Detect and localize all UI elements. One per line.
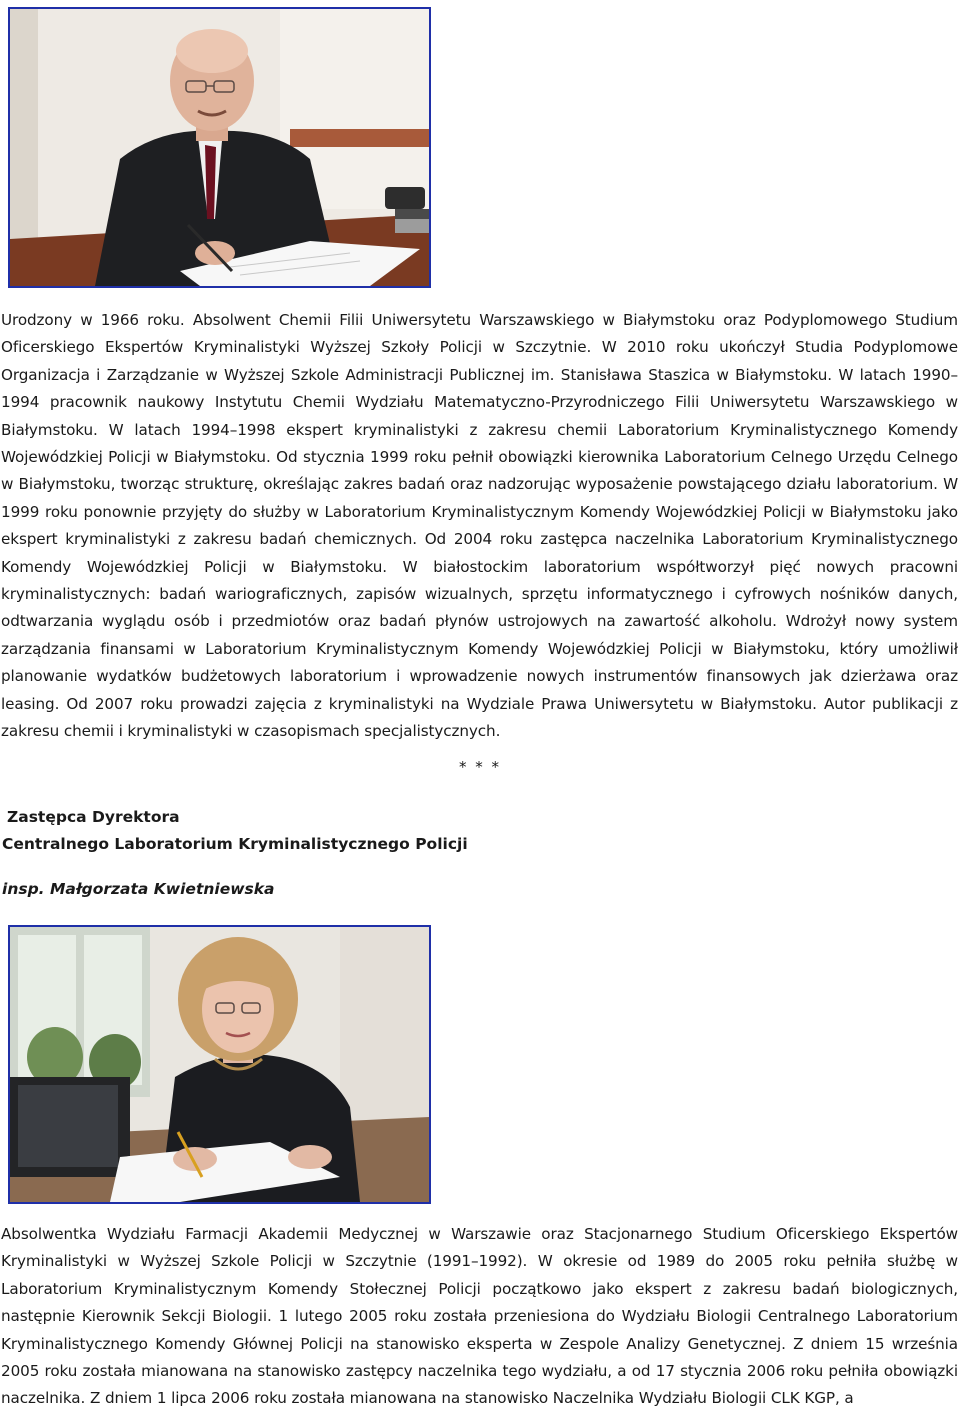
person-name: insp. Małgorzata Kwietniewska xyxy=(2,880,275,898)
position-title-line-1: Zastępca Dyrektora xyxy=(7,808,180,826)
position-title-line-2: Centralnego Laboratorium Kryminalistycznego Policji xyxy=(2,835,468,853)
section-separator: * * * xyxy=(458,758,502,776)
portrait-photo-man xyxy=(8,7,431,288)
biography-paragraph-2: Absolwentka Wydziału Farmacji Akademii Medycznej w Warszawie oraz Stacjonarnego Studium Oficerskiego Ekspertów Kryminalistyki w Wyższej Szkole Policji w Szczytnie (1991–1992). W okresie od 1989 do 2005 roku pełniła służbę w Laboratorium Kryminalistycznym Komendy Stołecznej Policji początkowo jako ekspert z zakresu badań biologicznych, następnie Kierownik Sekcji Biologii. 1 lutego 2005 roku została przeniesiona do Wydziału Biologii Centralnego Laboratorium Kryminalistycznego Komendy Głównej Policji na stanowisko eksperta w Zespole Analizy Genetycznej. Z dniem 15 września 2005 roku została mianowana na stanowisko zastępcy naczelnika tego wydziału, a od 17 stycznia 2006 roku pełniła obowiązki naczelnika. Z dniem 1 lipca 2006 roku została mianowana na stanowisko Naczelnika Wydziału Biologii CLK KGP, a xyxy=(1,1225,958,1408)
biography-paragraph-1: Urodzony w 1966 roku. Absolwent Chemii Filii Uniwersytetu Warszawskiego w Białymstoku oraz Podyplomowego Studium Oficerskiego Ekspertów Kryminalistyki Wyższej Szkoły Policji w Szczytnie. W 2010 roku ukończył Studia Podyplomowe Organizacja i Zarządzanie w Wyższej Szkole Administracji Publicznej im. Stanisława Staszica w Białymstoku. W latach 1990–1994 pracownik naukowy Instytutu Chemii Wydziału Matematyczno-Przyrodniczego Filii Uniwersytetu Warszawskiego w Białymstoku. W latach 1994–1998 ekspert kryminalistyki z zakresu chemii Laboratorium Kryminalistycznego Komendy Wojewódzkiej Policji w Białymstoku. Od stycznia 1999 roku pełnił obowiązki kierownika Laboratorium Celnego Urzędu Celnego w Białymstoku, tworząc strukturę, określając zakres badań oraz nadzorując wyposażenie powstającego działu laboratorium. W 1999 roku ponownie przyjęty do służby w Laboratorium Kryminalistycznym Komendy Wojewódzkiej Policji w Białymstoku jako ekspert kryminalistyki z zakresu badań chemicznych. Od 2004 roku zastępca naczelnika Laboratorium Kryminalistycznego Komendy Wojewódzkiej Policji w Białymstoku. W białostockim laboratorium współtworzył pięć nowych pracowni kryminalistycznych: badań wariograficznych, zapisów wizualnych, sprzętu informatycznego i cyfrowych nośników danych, odtwarzania wyglądu osób i przedmiotów oraz badań płynów ustrojowych na zawartość alkoholu. Wdrożył nowy system zarządzania finansami w Laboratorium Kryminalistycznym Komendy Wojewódzkiej Policji w Białymstoku, który umożliwił planowanie wydatków budżetowych laboratorium i wprowadzenie nowych instrumentów finansowych jak dzierżawa oraz leasing. Od 2007 roku prowadzi zajęcia z kryminalistyki na Wydziale Prawa Uniwersytetu w Białymstoku. Autor publikacji z zakresu chemii i kryminalistyki w czasopismach specjalistycznych. xyxy=(1,311,958,741)
portrait-photo-woman xyxy=(8,925,431,1204)
